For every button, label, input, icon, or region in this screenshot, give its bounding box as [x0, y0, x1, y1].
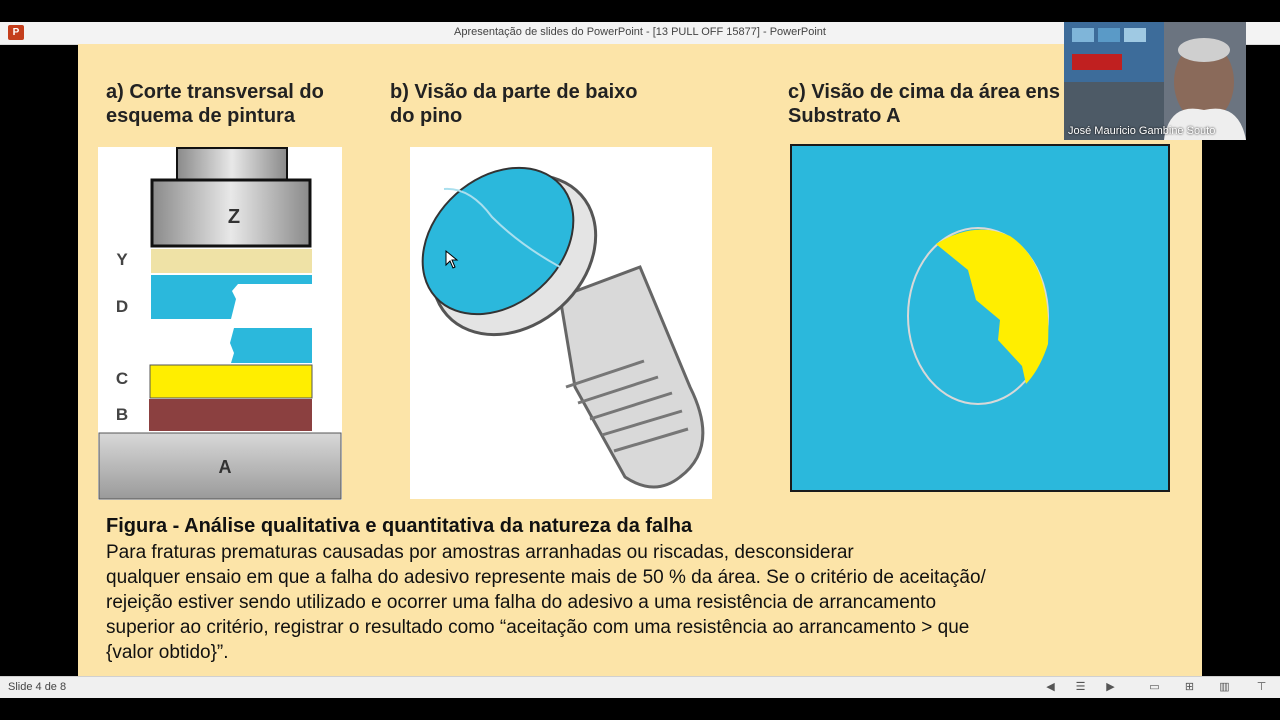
- slide-canvas: [78, 44, 1202, 676]
- panel-b-heading-line2: do pino: [390, 105, 463, 127]
- slideshow-icon[interactable]: ⊤: [1256, 681, 1267, 693]
- panel-a-heading: [106, 80, 324, 128]
- reading-view-icon[interactable]: ▥: [1219, 681, 1230, 693]
- next-icon[interactable]: ▶: [1106, 681, 1115, 693]
- body-paragraph: [106, 540, 1106, 665]
- normal-view-icon[interactable]: ▭: [1149, 681, 1160, 693]
- panel-b-heading: [390, 80, 637, 128]
- previous-icon[interactable]: ◀: [1046, 681, 1055, 693]
- pin-stem: [177, 148, 287, 180]
- label-a: A: [218, 457, 232, 477]
- menu-icon[interactable]: ☰: [1075, 681, 1086, 693]
- panel-c-heading-line2: Substrato A: [788, 105, 901, 127]
- panel-c-heading-line1: c) Visão de cima da área ens: [788, 81, 1061, 103]
- panel-c-heading: [788, 80, 1060, 128]
- label-d: D: [115, 297, 129, 316]
- top-view-diagram: [790, 144, 1170, 492]
- pin-bottom-view-diagram: [410, 147, 712, 499]
- panel-a-heading-line2: esquema de pintura: [106, 105, 295, 127]
- status-bar: [0, 676, 1280, 698]
- cross-section-diagram: [98, 147, 342, 500]
- layer-d-lower: [230, 328, 312, 363]
- label-z: Z: [227, 206, 241, 228]
- webcam-overlay: [1064, 22, 1246, 140]
- letterbox-bottom: [0, 698, 1280, 720]
- label-c: C: [115, 369, 129, 388]
- powerpoint-icon: P: [8, 25, 24, 40]
- participant-name: José Mauricio Gambine Souto: [1068, 125, 1216, 137]
- body-line: qualquer ensaio em que a falha do adesivo represente mais de 50 % da área. Se o critério de aceitação/: [106, 567, 986, 588]
- webcam-video: [1064, 22, 1246, 140]
- body-line: {valor obtido}”.: [106, 642, 229, 663]
- layer-c: [150, 365, 312, 398]
- layer-y: [151, 249, 312, 273]
- label-b: B: [115, 405, 129, 424]
- figure-title: Figura - Análise qualitativa e quantitativa da natureza da falha: [106, 515, 693, 537]
- body-line: Para fraturas prematuras causadas por amostras arranhadas ou riscadas, desconsiderar: [106, 542, 854, 563]
- slide-counter: Slide 4 de 8: [8, 681, 67, 693]
- panel-b-heading-line1: b) Visão da parte de baixo: [390, 81, 638, 103]
- panel-a-heading-line1: a) Corte transversal do: [106, 81, 324, 103]
- body-line: rejeição estiver sendo utilizado e ocorrer uma falha do adesivo a uma resistência de arrancamento: [106, 592, 937, 613]
- label-y: Y: [116, 250, 128, 269]
- window-title: Apresentação de slides do PowerPoint - [13 PULL OFF 15877] - PowerPoint: [454, 26, 826, 38]
- body-line: superior ao critério, registrar o resultado como “aceitação com uma resistência ao arrancamento > que: [106, 617, 970, 638]
- slide-sorter-icon[interactable]: ⊞: [1184, 681, 1195, 693]
- layer-b: [149, 399, 312, 431]
